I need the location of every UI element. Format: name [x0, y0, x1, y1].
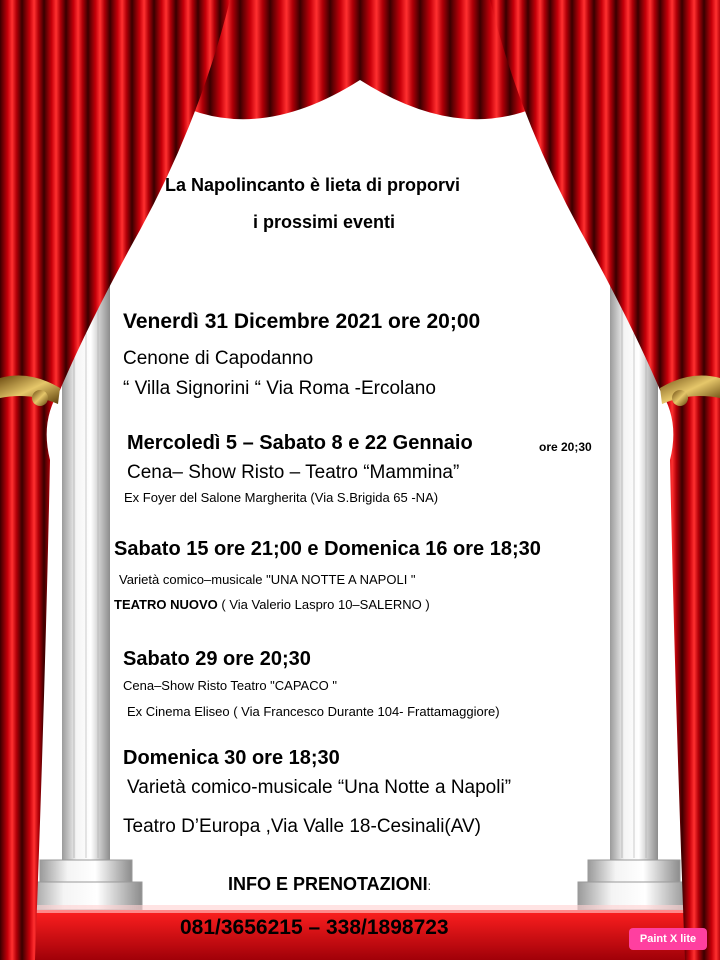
watermark-badge: Paint X lite: [629, 928, 707, 950]
event-1-date: Venerdì 31 Dicembre 2021 ore 20;00: [123, 310, 481, 333]
event-1-venue: “ Villa Signorini “ Via Roma -Ercolano: [123, 378, 436, 399]
event-4-title: Cena–Show Risto Teatro "CAPACO ": [123, 678, 337, 693]
event-3-venue-name: TEATRO NUOVO: [114, 597, 218, 612]
event-2-date: Mercoledì 5 – Sabato 8 e 22 Gennaio: [127, 432, 473, 454]
info-colon: :: [427, 879, 432, 893]
info-phones: 081/3656215 – 338/1898723: [180, 916, 449, 939]
event-5-date: Domenica 30 ore 18;30: [123, 747, 340, 769]
intro-line-2: i prossimi eventi: [253, 212, 396, 232]
event-4-date: Sabato 29 ore 20;30: [123, 648, 311, 670]
info-label: INFO E PRENOTAZIONI: [228, 874, 428, 894]
event-1-title: Cenone di Capodanno: [123, 348, 314, 369]
event-2-venue: Ex Foyer del Salone Margherita (Via S.Brigida 65 -NA): [124, 490, 439, 505]
event-3-venue-address: ( Via Valerio Laspro 10–SALERNO ): [221, 597, 430, 612]
right-curtain: [490, 0, 720, 960]
intro-line-1: La Napolincanto è lieta di proporvi: [165, 175, 461, 195]
event-3-venue-line: [114, 597, 430, 612]
event-4-venue: Ex Cinema Eliseo ( Via Francesco Durante 104- Frattamaggiore): [127, 704, 500, 719]
event-3-title: Varietà comico–musicale "UNA NOTTE A NAPOLI ": [119, 572, 416, 587]
event-2-title: Cena– Show Risto – Teatro “Mammina”: [127, 462, 460, 483]
event-3-date: Sabato 15 ore 21;00 e Domenica 16 ore 18;30: [114, 538, 541, 560]
info-heading: [228, 874, 431, 895]
event-5-title: Varietà comico-musicale “Una Notte a Napoli”: [127, 777, 512, 798]
event-2-time: ore 20;30: [539, 440, 592, 454]
event-5-venue: Teatro D’Europa ,Via Valle 18-Cesinali(AV): [123, 816, 482, 837]
